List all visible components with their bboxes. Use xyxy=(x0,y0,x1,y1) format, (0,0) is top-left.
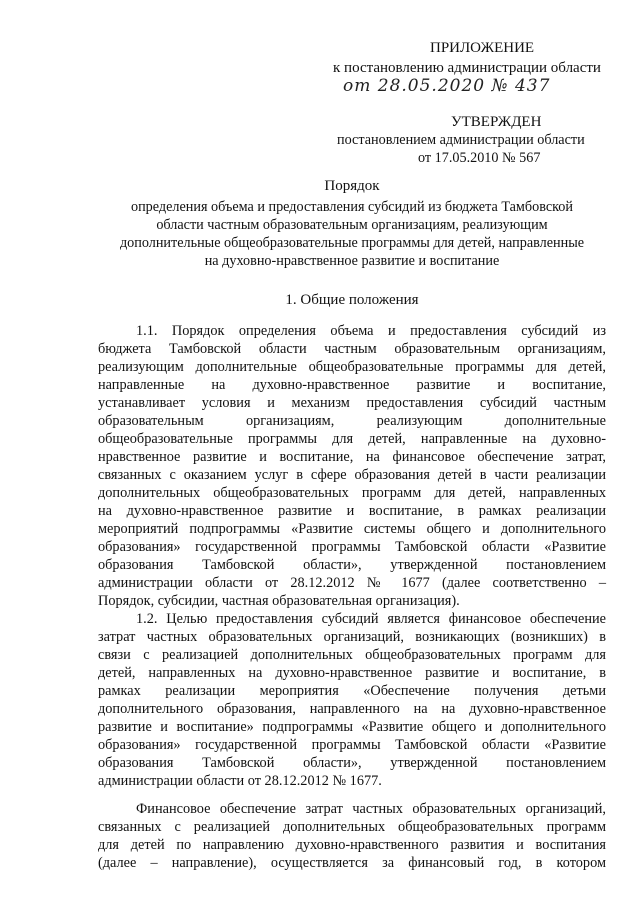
paragraph-line: администрации области от 28.12.2012 № 1677. xyxy=(98,773,382,789)
paragraph-line: образования» государственной программы Тамбовской области «Развитие xyxy=(98,539,606,555)
paragraph-line: мероприятий подпрограммы «Развитие системы общего и дополнительного xyxy=(98,521,606,537)
paragraph-line: Финансовое обеспечение затрат частных образовательных организаций, xyxy=(136,801,606,817)
paragraph-line: Порядок, субсидии, частная образовательная организация). xyxy=(98,593,460,609)
paragraph-line: образования Тамбовской области», утвержденной постановлением xyxy=(98,557,606,573)
paragraph-line: связи с реализацией дополнительных общеобразовательных программ для xyxy=(98,647,606,663)
paragraph-line: дополнительного образования, направленного на на духовно-нравственное xyxy=(98,701,606,717)
paragraph-line: устанавливает условия и механизм предоставления субсидий частным xyxy=(98,395,606,411)
document-subtitle-line: дополнительные общеобразовательные программы для детей, направленные xyxy=(119,235,585,251)
paragraph-line: связанных с реализацией дополнительных общеобразовательных программ xyxy=(98,819,606,835)
paragraph-line: реализующим дополнительные общеобразовательные программы для детей, xyxy=(98,359,606,375)
paragraph-line: образования» государственной программы Тамбовской области «Развитие xyxy=(98,737,606,753)
paragraph-line: на духовно-нравственное развитие и воспитание, в рамках реализации xyxy=(98,503,606,519)
paragraph-line: нравственное развитие и воспитание, на финансовое обеспечение затрат, xyxy=(98,449,606,465)
paragraph-line: 1.2. Целью предоставления субсидий является финансовое обеспечение xyxy=(136,611,606,627)
paragraph-line: образовательным организациям, реализующим дополнительные xyxy=(98,413,606,429)
paragraph-line: для детей по направлению духовно-нравственного развития и воспитания xyxy=(98,837,606,853)
paragraph-line: бюджета Тамбовской области частным образовательным организациям, xyxy=(98,341,606,357)
annex-title: ПРИЛОЖЕНИЕ xyxy=(430,40,535,56)
document-subtitle-line: на духовно-нравственное развитие и воспитание xyxy=(204,253,500,269)
document-subtitle-line: определения объема и предоставления субсидий из бюджета Тамбовской xyxy=(130,199,573,215)
paragraph-line: направленные на духовно-нравственное развитие и воспитание, xyxy=(98,377,606,393)
paragraph-line: связанных с оказанием услуг в сфере образования детей в части реализации xyxy=(98,467,606,483)
paragraph-line: детей, направленных на духовно-нравственное развитие и воспитание, в xyxy=(98,665,606,681)
approval-title: УТВЕРЖДЕН xyxy=(451,114,542,130)
paragraph-line: 1.1. Порядок определения объема и предоставления субсидий из xyxy=(136,323,606,339)
paragraph-line: рамках реализации мероприятия «Обеспечение получения детьми xyxy=(98,683,606,699)
document-title: Порядок xyxy=(324,178,380,194)
section-heading: 1. Общие положения xyxy=(285,292,419,308)
approval-line2: от 17.05.2010 № 567 xyxy=(418,150,541,166)
approval-line1: постановлением администрации области xyxy=(337,132,585,148)
document-subtitle-line: области частным образовательным организациям, реализующим xyxy=(156,217,548,233)
annex-subtitle: к постановлению администрации области xyxy=(333,60,601,76)
paragraph-line: образования Тамбовской области», утвержденной постановлением xyxy=(98,755,606,771)
handwritten-date: от 28.05.2020 № 437 xyxy=(343,76,551,96)
paragraph-line: затрат частных образовательных организаций, возникающих (возникших) в xyxy=(98,629,606,645)
paragraph-line: развитие и воспитание» подпрограммы «Развитие общего и дополнительного xyxy=(98,719,606,735)
paragraph-line: администрации области от 28.12.2012 № 1677 (далее соответственно – xyxy=(98,575,606,591)
paragraph-line: дополнительных общеобразовательных программ для детей, направленных xyxy=(98,485,606,501)
paragraph-line: (далее – направление), осуществляется за финансовый год, в котором xyxy=(98,855,606,871)
paragraph-line: общеобразовательные программы для детей, направленные на духовно- xyxy=(98,431,606,447)
